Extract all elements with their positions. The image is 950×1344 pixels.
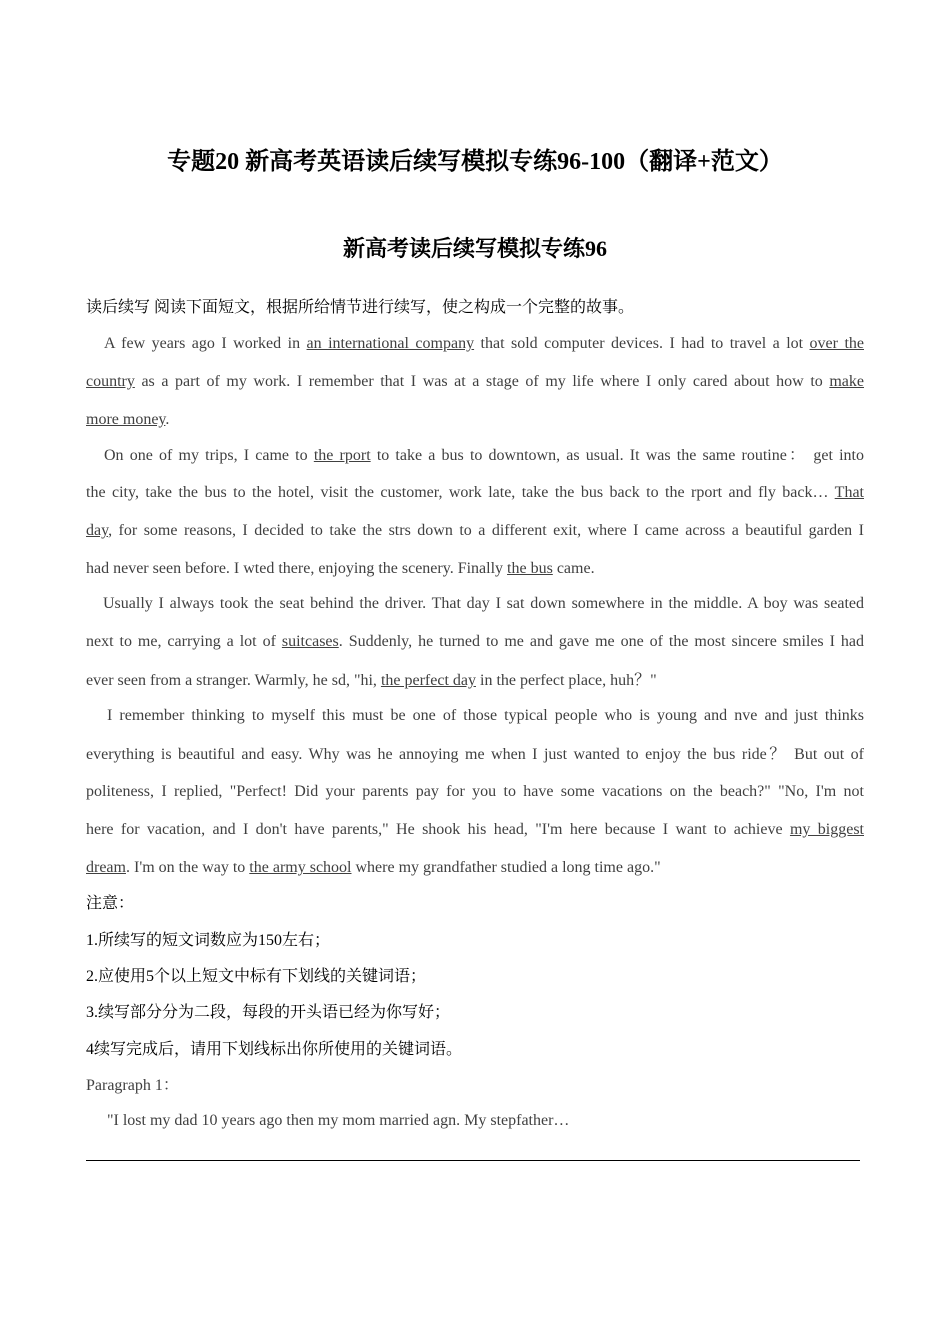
keyword: country	[86, 373, 135, 390]
passage-line: here for vacation, and I don't have parents," He shook his head, "I'm here because I want to achieve my biggest	[86, 821, 864, 838]
passage-line: dream. I'm on the way to the army school where my grandfather studied a long time ago."	[86, 859, 661, 876]
passage-line: country as a part of my work. I remember that I was at a stage of my life where I only cared about how to make	[86, 373, 864, 390]
note-item: 2.应使用5个以上短文中标有下划线的关键词语；	[86, 968, 427, 985]
passage-line: ever seen from a stranger. Warmly, he sd, "hi, the perfect day in the perfect place, huh？"	[86, 672, 657, 689]
instruction-text: 读后续写 阅读下面短文，根据所给情节进行续写，使之构成一个完整的故事。	[86, 299, 635, 316]
keyword: suitcases	[281, 633, 339, 650]
keyword: over the	[809, 335, 864, 352]
paragraph-label: Paragraph 1：	[86, 1077, 179, 1094]
keyword: the bus	[507, 560, 553, 577]
keyword: the army school	[249, 859, 352, 876]
paragraph-opening: "I lost my dad 10 years ago then my mom married agn. My stepfather…	[107, 1112, 570, 1129]
document-title: 专题20 新高考英语读后续写模拟专练96-100（翻译+范文）	[167, 149, 783, 175]
passage-line: next to me, carrying a lot of suitcases. Suddenly, he turned to me and gave me one of the most sincere smiles I had	[86, 633, 864, 650]
passage-line: I remember thinking to myself this must be one of those typical people who is young and nve and just thinks	[107, 707, 864, 724]
keyword: the rport	[313, 447, 371, 464]
keyword: day	[86, 522, 109, 539]
keyword: dream	[86, 859, 126, 876]
keyword: the perfect day	[380, 672, 476, 689]
passage-line: had never seen before. I wted there, enjoying the scenery. Finally the bus came.	[86, 560, 595, 577]
keyword: make	[829, 373, 864, 390]
passage-line: day, for some reasons, I decided to take the strs down to a different exit, where I came across a beautiful garden I	[86, 522, 864, 539]
keyword: an international company	[306, 335, 475, 352]
passage-line: A few years ago I worked in an international company that sold computer devices. I had to travel a lot over the	[104, 335, 864, 352]
section-subtitle: 新高考读后续写模拟专练96	[342, 236, 607, 261]
passage-line: everything is beautiful and easy. Why was he annoying me when I just wanted to enjoy the bus ride？ But out of	[86, 746, 864, 763]
passage-line: politeness, I replied, "Perfect! Did your parents pay for you to have some vacations on the beach?" "No, I'm not	[86, 783, 864, 800]
passage-line: the city, take the bus to the hotel, visit the customer, work late, take the bus back to the rport and fly back… That	[86, 484, 864, 501]
note-item: 1.所续写的短文词数应为150左右；	[86, 932, 331, 949]
passage-line: Usually I always took the seat behind the driver. That day I sat down somewhere in the middle. A boy was seated	[103, 595, 864, 612]
note-item: 3.续写部分分为二段，每段的开头语已经为你写好；	[86, 1004, 451, 1021]
notes-heading: 注意：	[86, 895, 135, 912]
keyword: more money	[86, 411, 166, 428]
answer-line[interactable]	[86, 1160, 860, 1161]
keyword: That	[834, 484, 864, 501]
passage-line: On one of my trips, I came to the rport to take a bus to downtown, as usual. It was the same routine： get into	[104, 447, 864, 464]
passage-line: more money.	[86, 411, 170, 428]
keyword: my biggest	[789, 821, 864, 838]
note-item: 4续写完成后，请用下划线标出你所使用的关键词语。	[86, 1041, 463, 1058]
